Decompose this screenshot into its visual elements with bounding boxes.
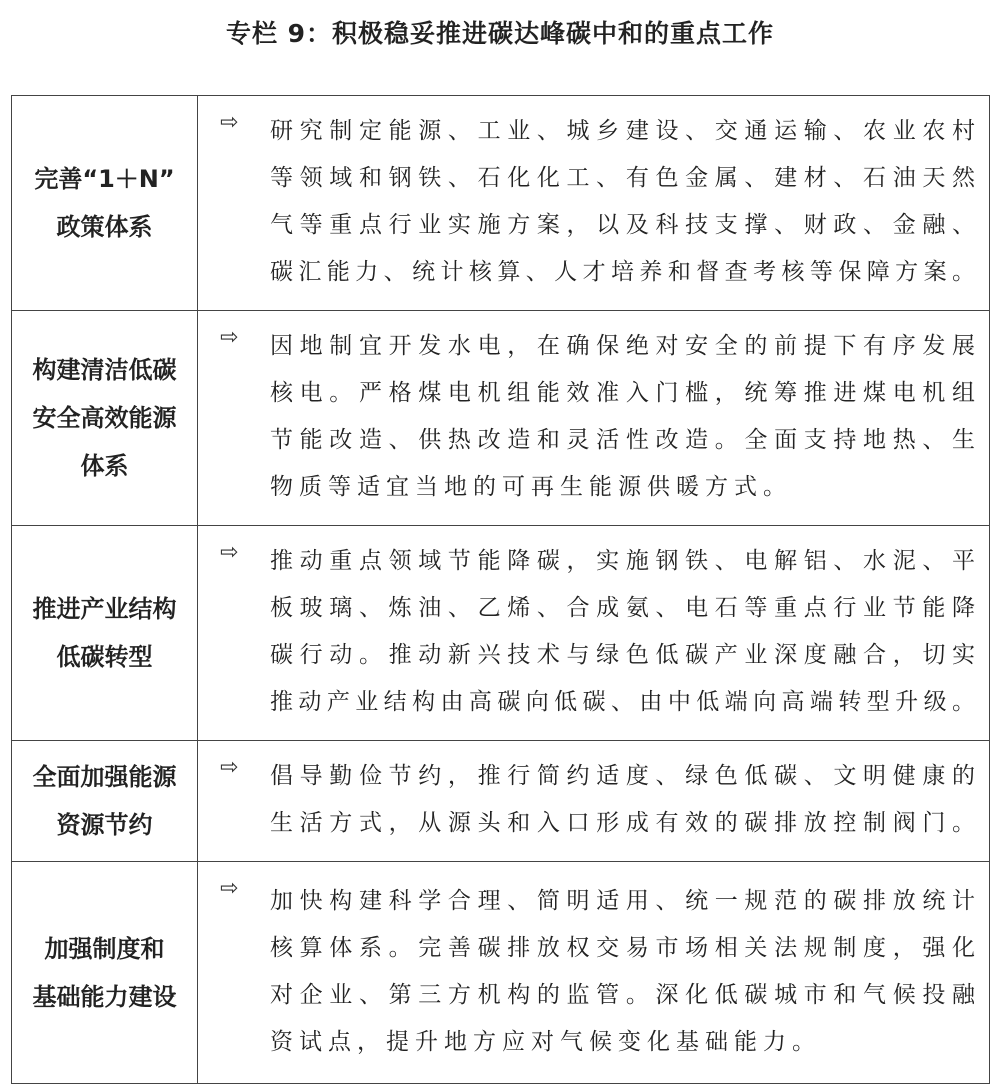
row-label-line: 构建清洁低碳	[32, 356, 177, 384]
content-line: 倡导勤俭节约，推行简约适度、绿色低碳、文明健康的	[270, 763, 975, 789]
key-work-table	[11, 95, 990, 1084]
row-content	[198, 741, 990, 862]
row-label	[12, 862, 198, 1084]
content-line: 推动产业结构由高碳向低碳、由中低端向高端转型升级。	[270, 689, 975, 715]
content-line: 等领域和钢铁、石化化工、有色金属、建材、石油天然	[270, 165, 975, 191]
content-line: 核电。严格煤电机组能效准入门槛，统筹推进煤电机组	[270, 380, 975, 406]
row-label-line: 体系	[80, 452, 129, 480]
content-line: 加快构建科学合理、简明适用、统一规范的碳排放统计	[270, 887, 975, 914]
row-content	[198, 96, 990, 311]
arrow-icon: ⇨	[220, 540, 239, 565]
row-label	[12, 526, 198, 741]
row-content	[198, 311, 990, 526]
row-label	[12, 741, 198, 862]
table-row	[12, 526, 990, 741]
row-label-line: 加强制度和	[44, 934, 165, 963]
table-row	[12, 96, 990, 311]
row-label-line: 低碳转型	[56, 643, 153, 671]
row-label	[12, 96, 198, 311]
table-row	[12, 741, 990, 862]
row-label-line: 完善“1＋N”	[34, 165, 175, 193]
table-row	[12, 862, 990, 1084]
arrow-icon: ⇨	[220, 110, 239, 135]
content-line: 推动重点领域节能降碳，实施钢铁、电解铝、水泥、平	[270, 548, 975, 574]
row-label	[12, 311, 198, 526]
content-line: 气等重点行业实施方案，以及科技支撑、财政、金融、	[270, 212, 975, 238]
row-content	[198, 862, 990, 1084]
content-line: 资试点，提升地方应对气候变化基础能力。	[270, 1028, 821, 1055]
content-line: 生活方式，从源头和入口形成有效的碳排放控制阀门。	[270, 810, 975, 836]
arrow-icon: ⇨	[220, 876, 239, 901]
content-line: 节能改造、供热改造和灵活性改造。全面支持地热、生	[270, 427, 975, 453]
content-line: 对企业、第三方机构的监管。深化低碳城市和气候投融	[270, 981, 975, 1008]
content-line: 碳行动。推动新兴技术与绿色低碳产业深度融合，切实	[270, 642, 975, 668]
row-label-line: 资源节约	[56, 811, 153, 839]
arrow-icon: ⇨	[220, 325, 239, 350]
content-line: 板玻璃、炼油、乙烯、合成氨、电石等重点行业节能降	[270, 595, 975, 621]
content-line: 因地制宜开发水电，在确保绝对安全的前提下有序发展	[270, 333, 975, 359]
row-content	[198, 526, 990, 741]
row-label-line: 安全高效能源	[32, 404, 177, 432]
content-line: 碳汇能力、统计核算、人才培养和督查考核等保障方案。	[270, 259, 975, 285]
table-row	[12, 311, 990, 526]
row-label-line: 推进产业结构	[32, 595, 177, 623]
row-label-line: 政策体系	[56, 213, 153, 241]
content-line: 研究制定能源、工业、城乡建设、交通运输、农业农村	[270, 118, 975, 144]
row-label-line: 基础能力建设	[32, 982, 177, 1011]
arrow-icon: ⇨	[220, 755, 239, 780]
row-label-line: 全面加强能源	[32, 763, 177, 791]
page-title: 专栏 9：积极稳妥推进碳达峰碳中和的重点工作	[225, 19, 775, 48]
content-line: 物质等适宜当地的可再生能源供暖方式。	[270, 474, 792, 500]
content-line: 核算体系。完善碳排放权交易市场相关法规制度，强化	[270, 934, 975, 961]
